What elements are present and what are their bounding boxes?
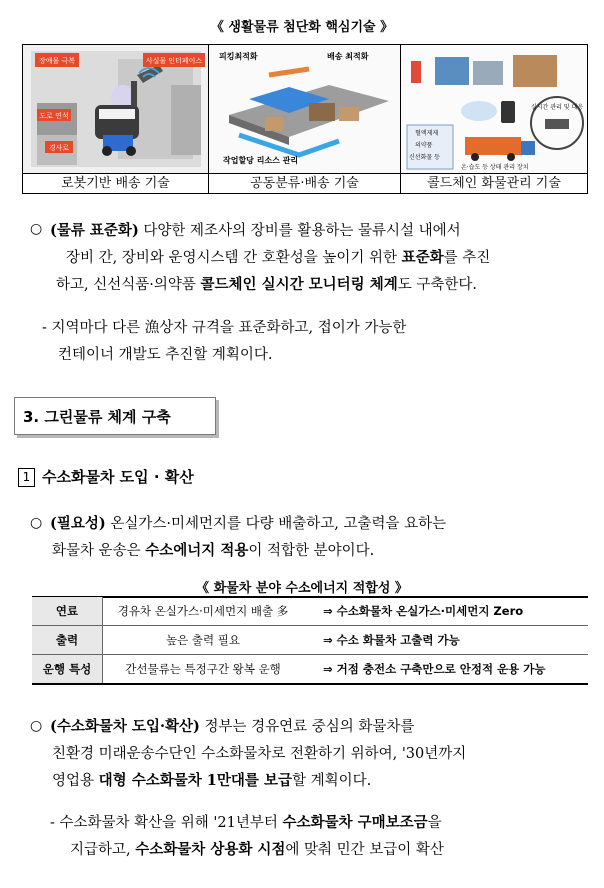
para1-emph-standard: 표준화	[401, 249, 444, 266]
caption-sorting: 공동분류·배송 기술	[209, 174, 401, 194]
label-picking: 피킹최적화	[219, 52, 258, 61]
label-curb: 도로 연석	[39, 112, 69, 120]
sub2-emph-commercial: 수소화물차 상용화 시점	[135, 841, 286, 858]
row-right: ⇒ 거점 충전소 구축만으로 안정적 운용 가능	[303, 655, 588, 685]
para1-line1-text: 다양한 제조사의 장비를 활용하는 물류시설 내에서	[138, 223, 461, 239]
section-heading: 3. 그린물류 체계 구축	[23, 408, 171, 426]
row-right: ⇒ 수소화물차 온실가스·미세먼지 Zero	[303, 597, 588, 626]
label-slope: 경사로	[48, 144, 70, 152]
row-label: 출력	[32, 626, 103, 655]
para1-line2-a: 장비 간, 장비와 운영시스템 간 호환성을 높이기 위한	[66, 250, 402, 266]
sub1-line2: 컨테이너 개발도 추진할 계획이다.	[58, 347, 273, 363]
para2-line1-text: 온실가스·미세먼지를 다량 배출하고, 고출력을 요하는	[105, 516, 447, 532]
para3-line2: 친환경 미래운송수단인 수소화물차로 전환하기 위하여, '30년까지	[52, 746, 467, 762]
caption-row	[23, 173, 587, 193]
cold-chain-image	[401, 45, 587, 173]
sub2-line1-c: 을	[427, 815, 442, 831]
row-left: 간선물류는 특정구간 왕복 운행	[103, 655, 304, 685]
robot-delivery-image	[23, 45, 209, 173]
subheading-number: 1	[18, 468, 35, 487]
label-realtime: 실시간 관리 및 대응	[530, 104, 584, 111]
bullet-icon: ○	[30, 718, 43, 734]
subheading-title: 수소화물차 도입 · 확산	[42, 468, 194, 486]
label-fresh: 신선화물 등	[409, 154, 440, 161]
caption-robot: 로봇기반 배송 기술	[23, 174, 209, 194]
caption-cold-chain: 콜드체인 화물관리 기술	[427, 176, 561, 191]
row-label: 연료	[32, 597, 103, 626]
para3-line1	[50, 715, 414, 736]
sub2-line1-a: - 수소화물차 확산을 위해 '21년부터	[50, 815, 283, 831]
sorting-image	[209, 45, 401, 173]
row-left: 높은 출력 필요	[103, 626, 304, 655]
para1-line3	[56, 273, 477, 294]
sub2-line2-c: 에 맞춰 민간 보급이 확산	[285, 842, 444, 858]
para1-line1	[50, 219, 461, 240]
label-interface: 사실물 인터페이스	[145, 57, 203, 65]
sub2-emph-subsidy: 수소화물차 구매보조금	[282, 814, 428, 831]
image-table	[22, 44, 588, 194]
label-blood: 혈액제제	[415, 130, 439, 137]
figure-caption: 《 생활물류 첨단화 핵심기술 》	[210, 20, 394, 35]
para2-line1	[50, 512, 446, 533]
para3-emph-target: 대형 수소화물차 1만대를 보급	[98, 772, 292, 789]
table-row	[32, 626, 588, 655]
para2-emph-hydrogen: 수소에너지 적용	[145, 542, 249, 559]
sub2-line2	[70, 838, 444, 859]
bullet-icon: ○	[30, 221, 43, 237]
para1-heading: (물류 표준화)	[50, 222, 139, 239]
para3-line1-text: 정부는 경유연료 중심의 화물차를	[199, 719, 415, 735]
para1-line3-c: 도 구축한다.	[397, 277, 477, 293]
sub2-line1	[50, 811, 442, 832]
para2-line2-c: 이 적합한 분야이다.	[248, 543, 375, 559]
para2-line2	[52, 539, 374, 560]
label-device: 온·습도 등 상태 관리 장치	[461, 164, 529, 171]
para1-line2-c: 를 추진	[443, 250, 491, 266]
table-row	[32, 655, 588, 685]
para1-line2	[66, 246, 490, 267]
hydrogen-table	[32, 597, 588, 685]
bullet-icon: ○	[30, 515, 43, 531]
row-label: 운행 특성	[32, 655, 103, 685]
para1-line3-a: 하고, 신선식품·의약품	[56, 277, 201, 293]
label-resource: 작업할당 리소스 관리	[223, 156, 299, 165]
para2-line2-a: 화물차 운송은	[52, 543, 146, 559]
table-row	[32, 597, 588, 626]
label-delivery-opt: 배송 최적화	[327, 52, 369, 61]
para1-emph-coldchain: 콜드체인 실시간 모니터링 체계	[200, 276, 398, 293]
para3-line3-a: 영업용	[52, 773, 99, 789]
section-heading-box	[14, 397, 216, 435]
table-caption: 《 화물차 분야 수소에너지 적합성 》	[196, 581, 408, 596]
label-obstacle: 장애물 극복	[38, 57, 76, 65]
row-left: 경유차 온실가스·미세먼지 배출 多	[103, 597, 304, 626]
sub2-line2-a: 지급하고,	[70, 842, 136, 858]
label-medicine: 의약품	[415, 142, 433, 149]
para3-heading: (수소화물차 도입·확산)	[50, 718, 200, 735]
row-right: ⇒ 수소 화물차 고출력 가능	[303, 626, 588, 655]
para3-line3	[52, 769, 371, 790]
para2-heading: (필요성)	[50, 515, 106, 532]
para3-line3-c: 할 계획이다.	[291, 773, 372, 789]
sub1-line1: - 지역마다 다른 漁상자 규격을 표준화하고, 접이가 가능한	[42, 320, 407, 336]
